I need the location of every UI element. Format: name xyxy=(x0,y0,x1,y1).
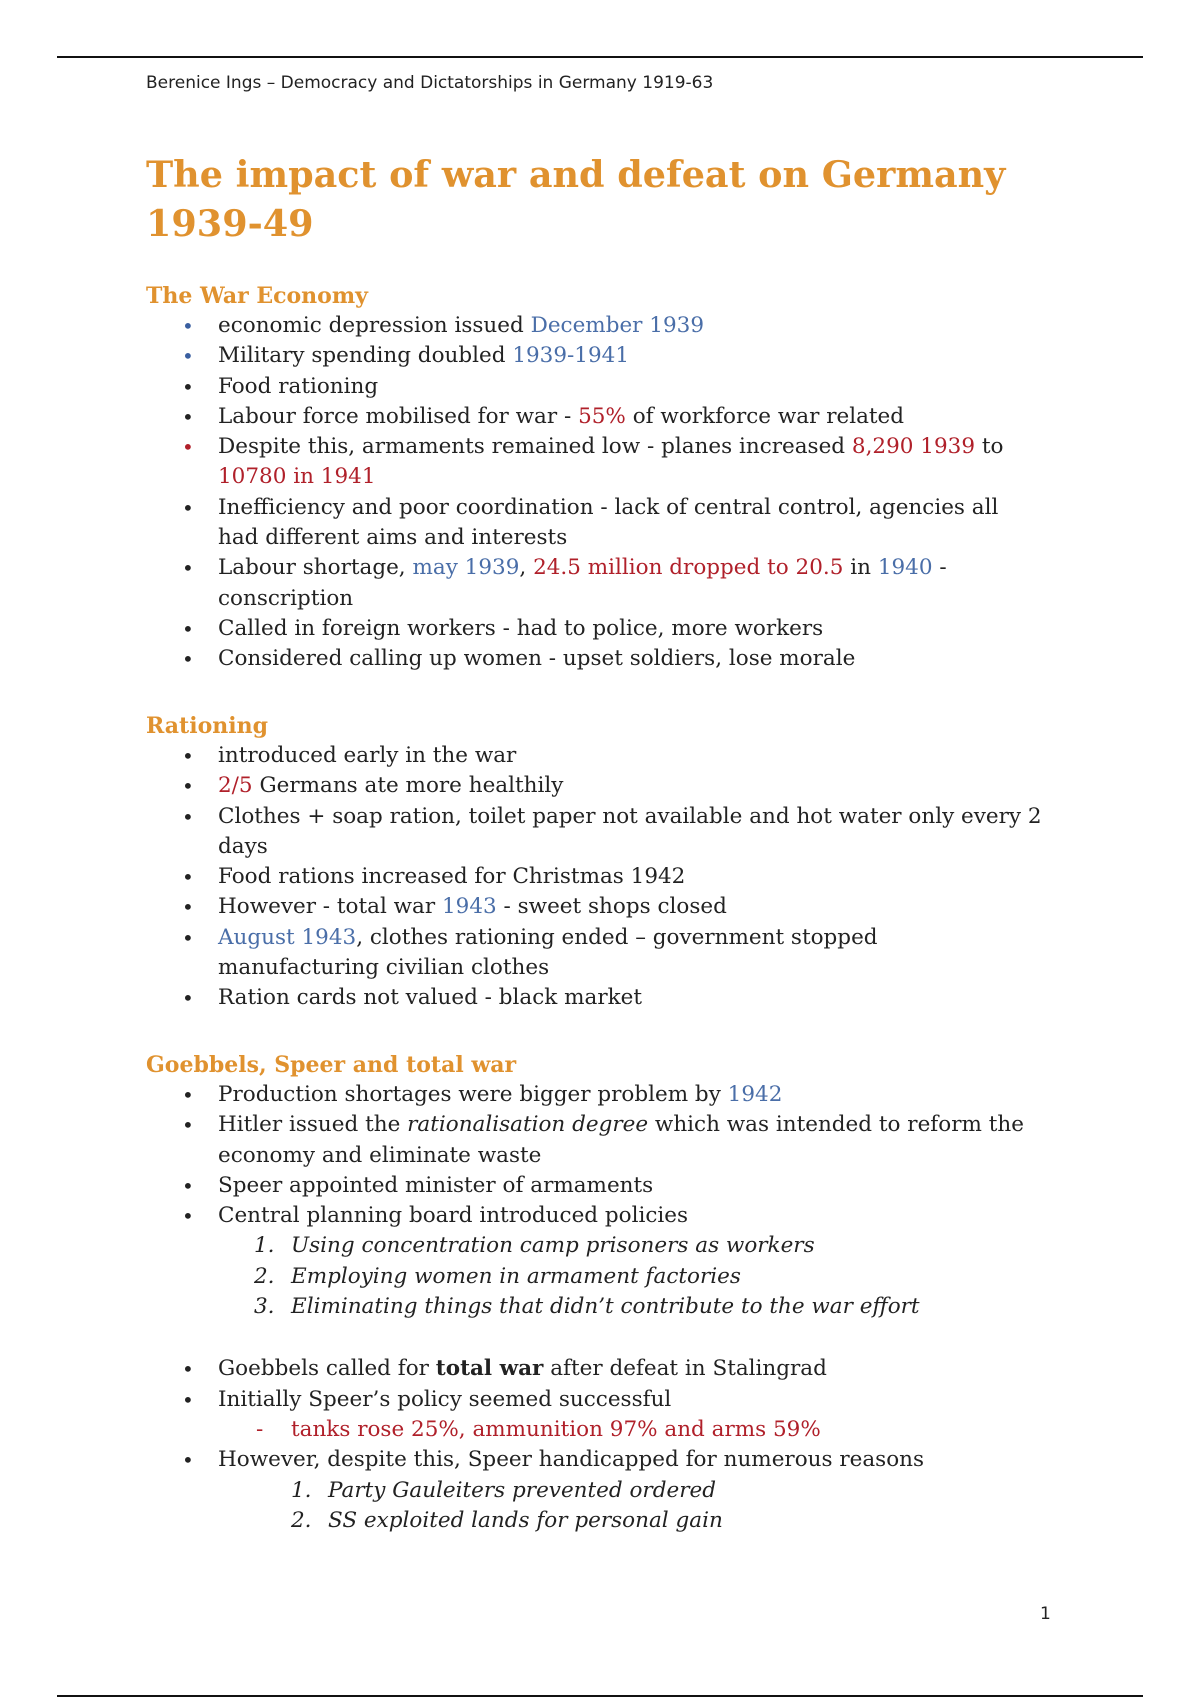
item-text: Food rations increased for Christmas 1942 xyxy=(218,864,686,890)
bullet-icon: • xyxy=(182,774,194,799)
sublist-item xyxy=(146,1231,1046,1261)
bullet-icon: • xyxy=(182,495,194,520)
bullet-icon: • xyxy=(182,1083,194,1107)
section-heading: Rationing xyxy=(146,713,268,739)
item-text: Called in foreign workers - had to police, more workers xyxy=(218,615,824,641)
list-item xyxy=(146,1354,1046,1384)
item-text: Military spending doubled xyxy=(218,343,513,369)
item-text: , clothes rationing ended – government stopped xyxy=(356,924,878,950)
stat-highlight: tanks rose 25%, ammunition 97% and arms 59% xyxy=(291,1416,821,1442)
item-text: SS exploited lands for personal gain xyxy=(328,1507,723,1533)
list-item xyxy=(146,892,1046,922)
item-text: conscription xyxy=(218,585,354,611)
item-text: Clothes + soap ration, toilet paper not available and hot water only every 2 xyxy=(218,803,1042,829)
item-text: Labour force mobilised for war - xyxy=(218,403,579,429)
item-number: 1. xyxy=(291,1477,312,1503)
bullet-icon: • xyxy=(182,404,194,429)
item-text: Speer appointed minister of armaments xyxy=(218,1172,654,1198)
bullet-list xyxy=(146,741,1046,1014)
bullet-icon: • xyxy=(182,556,194,581)
list-item xyxy=(146,1171,1046,1201)
item-number: 2. xyxy=(291,1507,312,1533)
list-item xyxy=(146,1080,1046,1110)
item-text: Goebbels called for xyxy=(218,1356,436,1382)
item-text: manufacturing civilian clothes xyxy=(218,955,550,981)
title-line-1: The impact of war and defeat on Germany xyxy=(146,153,1006,196)
list-item xyxy=(146,923,1046,984)
item-text: - xyxy=(932,555,947,581)
list-item xyxy=(146,341,1046,371)
bullet-icon: • xyxy=(182,1387,194,1412)
page-header: Berenice Ings – Democracy and Dictatorships in Germany 1919-63 xyxy=(146,73,714,93)
date-highlight: may 1939 xyxy=(412,555,520,581)
item-text: Initially Speer’s policy seemed successful xyxy=(218,1386,672,1412)
page-number: 1 xyxy=(1040,1604,1051,1624)
item-text: to xyxy=(975,434,1004,460)
item-text: which was intended to reform the xyxy=(648,1112,1024,1138)
bullet-icon: • xyxy=(182,616,194,641)
item-text: Production shortages were bigger problem by xyxy=(218,1082,728,1107)
spacer xyxy=(146,1322,1046,1354)
section-heading: Goebbels, Speer and total war xyxy=(146,1052,517,1078)
title-line-2: 1939-49 xyxy=(146,202,314,245)
item-text: However, despite this, Speer handicapped for numerous reasons xyxy=(218,1447,925,1473)
numbered-sublist xyxy=(218,1476,1046,1537)
item-text: in xyxy=(843,555,878,581)
bullet-icon: • xyxy=(182,374,194,399)
sublist-item xyxy=(146,1292,1046,1322)
date-highlight: 1939-1941 xyxy=(512,343,630,369)
list-item xyxy=(146,402,1046,432)
item-text: had different aims and interests xyxy=(218,525,568,551)
item-text: Employing women in armament factories xyxy=(291,1263,741,1289)
numbered-sublist xyxy=(218,1231,1046,1322)
date-highlight: 1940 xyxy=(877,555,933,581)
bullet-icon: • xyxy=(182,1448,194,1473)
dash-subitem xyxy=(146,1415,1046,1445)
bullet-list xyxy=(146,311,1046,675)
item-text: of workforce war related xyxy=(625,403,905,429)
bullet-icon: • xyxy=(182,1173,194,1198)
sublist-item xyxy=(146,1506,1046,1536)
item-text: Hitler issued the xyxy=(218,1112,408,1138)
bullet-icon: • xyxy=(182,895,194,920)
sublist-item xyxy=(146,1262,1046,1292)
list-item xyxy=(146,862,1046,892)
section-goebbels-speer xyxy=(146,1050,1046,1536)
bullet-icon: • xyxy=(182,744,194,768)
bullet-icon: • xyxy=(182,1204,194,1229)
item-text: Inefficiency and poor coordination - lack of central control, agencies all xyxy=(218,494,999,520)
item-text: , xyxy=(519,555,534,581)
list-item xyxy=(146,644,1046,674)
bullet-icon: • xyxy=(182,1357,194,1382)
bottom-rule xyxy=(57,1695,1143,1697)
item-text: Ration cards not valued - black market xyxy=(218,985,643,1011)
bullet-icon: • xyxy=(182,647,194,672)
item-text: Using concentration camp prisoners as workers xyxy=(291,1233,815,1259)
item-text: economic depression issued xyxy=(218,313,531,338)
section-war-economy xyxy=(146,281,1046,675)
page-title xyxy=(146,150,1046,248)
bullet-icon: • xyxy=(182,314,194,338)
bullet-icon: • xyxy=(182,986,194,1011)
section-heading: The War Economy xyxy=(146,283,368,309)
item-text: after defeat in Stalingrad xyxy=(543,1356,827,1382)
item-text: However - total war xyxy=(218,894,442,920)
item-text: days xyxy=(218,833,268,859)
bullet-icon: • xyxy=(182,865,194,890)
list-item xyxy=(146,1445,1046,1536)
stat-highlight: 8,290 1939 xyxy=(851,434,976,460)
list-item xyxy=(146,372,1046,402)
stat-highlight: 24.5 million dropped to 20.5 xyxy=(533,555,844,581)
date-highlight: 1943 xyxy=(442,894,497,920)
list-item xyxy=(146,1110,1046,1171)
bold-term: total war xyxy=(435,1356,544,1382)
item-text: Eliminating things that didn’t contribute to the war effort xyxy=(291,1294,920,1320)
date-highlight: 1942 xyxy=(727,1082,783,1107)
bullet-icon: • xyxy=(182,1113,194,1138)
stat-highlight: 2/5 xyxy=(218,773,253,799)
list-item xyxy=(146,311,1046,341)
bullet-icon: • xyxy=(182,344,194,369)
list-item xyxy=(146,983,1046,1013)
date-highlight: August 1943 xyxy=(218,924,357,950)
list-item xyxy=(146,493,1046,554)
item-number: 1. xyxy=(254,1233,275,1259)
list-item xyxy=(146,614,1046,644)
date-highlight: December 1939 xyxy=(530,313,705,338)
list-item xyxy=(146,802,1046,863)
top-rule xyxy=(57,56,1143,58)
dash-icon: - xyxy=(256,1416,264,1442)
bullet-icon: • xyxy=(182,804,194,829)
italic-term: rationalisation degree xyxy=(407,1112,649,1138)
list-item xyxy=(146,432,1046,493)
stat-highlight: 10780 in 1941 xyxy=(218,464,376,490)
list-item xyxy=(146,1385,1046,1446)
list-item xyxy=(146,553,1046,614)
item-text: Despite this, armaments remained low - planes increased xyxy=(218,434,852,460)
item-text: economy and eliminate waste xyxy=(218,1142,542,1168)
item-text: Central planning board introduced policies xyxy=(218,1203,689,1229)
bullet-icon: • xyxy=(182,435,194,460)
item-text: Germans ate more healthily xyxy=(252,773,564,799)
list-item xyxy=(146,771,1046,801)
list-item xyxy=(146,1201,1046,1322)
item-text: introduced early in the war xyxy=(218,743,517,768)
item-text: Party Gauleiters prevented ordered xyxy=(328,1477,716,1503)
item-text: Food rationing xyxy=(218,373,379,399)
item-text: - sweet shops closed xyxy=(496,894,727,920)
section-rationing xyxy=(146,711,1046,1014)
bullet-list xyxy=(146,1080,1046,1536)
item-text: Labour shortage, xyxy=(218,555,413,581)
stat-highlight: 55% xyxy=(578,403,626,429)
item-number: 2. xyxy=(254,1263,275,1289)
item-text: Considered calling up women - upset soldiers, lose morale xyxy=(218,646,856,672)
sublist-item xyxy=(146,1476,1046,1506)
list-item xyxy=(146,741,1046,771)
bullet-icon: • xyxy=(182,925,194,950)
item-number: 3. xyxy=(254,1294,275,1320)
